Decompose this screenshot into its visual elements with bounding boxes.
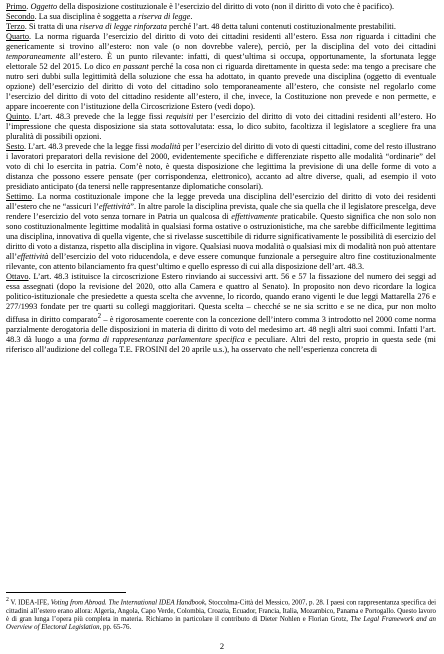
text-span: . [26, 2, 31, 11]
text-span: , Stoccolma-Città del Messico, 2007, p. 28. I paesi con rappresentanza specifica dei cittadini all’estero erano allora: Algeria, Angola, Capo Verde, Colombia, Croazia, Ecuador, Francia, Italia, Mozambico, Panama e Portogallo. Questo lavoro è di gran lunga l’opera più completa in materia. Richiamo in particolare il contributo di Dieter Nohlen e Florian Grotz, [6, 599, 436, 623]
footnote-separator [6, 592, 126, 593]
italic-span: The Legal Framework and an Overview of Electoral Legislation [6, 615, 436, 631]
text-span: ”. In altre parole la disciplina prevista, quale che sia quella che il legislatore prescelga, deve rendere l’esercizio del voto senza tornare in Patria un qualcosa di [6, 202, 436, 221]
text-span: . L’art. 48.3 prevede che la legge fissi [23, 142, 152, 151]
italic-span: modalità [151, 142, 181, 151]
paragraph-lead-word: Quinto [6, 112, 30, 121]
italic-span: requisiti [165, 112, 194, 121]
text-span: . L’art. 48.3 prevede che la legge fissi [29, 112, 166, 121]
paragraph [6, 142, 436, 192]
paragraph [6, 112, 436, 142]
italic-span: non [340, 32, 353, 41]
text-span: dell’esercizio del voto riducendola, e deve essere comunque funzionale a perseguire altro fine costituzionalmente rilevante, con attento bilanciamento fra quest’ultimo e quello espresso di cui alla disposizione dell’art. 48.3. [6, 252, 436, 271]
text-span: riguarda i cittadini che genericamente si trovino all’estero: non vale (o non dovrebbe valere), perciò, per la disciplina del voto dei cittadini [6, 32, 436, 51]
page-number: 2 [219, 641, 225, 651]
italic-span: en passant [112, 62, 149, 71]
italic-span: Voting from Abroad. The International IDEA Handbook [50, 599, 205, 607]
italic-span: effettività [98, 202, 131, 211]
text-span: perché l’art. 48 detta taluni contenuti costituzionalmente prestabiliti. [166, 22, 396, 31]
text-span: . Si tratta di una [24, 22, 80, 31]
footnote-reference: 2 [97, 313, 102, 320]
text-span: . La norma costituzionale impone che la legge preveda una disciplina dell’esercizio del diritto di voto dei residenti all’estero che ne “assicuri l’ [6, 192, 436, 211]
body-text [6, 2, 436, 355]
text-span: . [190, 12, 193, 21]
text-span: della disposizione costituzionale è l’esercizio del diritto di voto (non il diritto di voto che è pacifico). [57, 2, 395, 11]
text-span: . La sua disciplina è soggetta a [34, 12, 139, 21]
paragraph [6, 272, 436, 355]
text-span: perché la cosa non ci riguarda direttamente in questa sede: ma tengo a precisare che nutro seri dubbi sulla legittimità della soluzione che essa ha adottato, in quanto prevede una disciplina (oggetto di eventuale opzione) dell’esercizio del diritto di voto del cittadino solo temporaneamente all’estero, che consiste nel regolarlo come l’esercizio del diritto di voto del cittadino residente all’estero, il che, invece, la Costituzione non prevede e non permette, e appare incoerente con l’istituzione della Circoscrizione Estero (vedi dopo). [6, 62, 436, 111]
italic-span: riserva di legge [138, 12, 191, 21]
footnote [6, 596, 436, 632]
paragraph-lead-word: Terzo [6, 22, 25, 31]
text-span: – è rigorosamente coerente con la concezione dell’intero comma 3 introdotto nel 2000 come norma parzialmente derogatoria delle disposizioni in materia di diritto di voto del medesimo art. 48 negli altri suoi commi. Infatti l’art. 48.3 dà luogo a una [6, 314, 436, 344]
paragraph [6, 192, 436, 272]
paragraph-lead-word: Settimo [6, 192, 32, 201]
italic-span: temporaneamente [6, 52, 66, 61]
paragraph [6, 12, 436, 22]
text-span: per l’esercizio del diritto di voto di questi cittadini, come del resto illustrano i lavoratori preparatori della revisione del 2000, evidentemente specifiche e differenziate rispetto alle modalità “ordinarie” del voto di chi lo esercita in patria. Com’è noto, è questa disposizione che legittima la previsione di una delle forme di voto a distanza che possono essere pensate (per corrispondenza, elettronico), accanto ad altre diverse, quali, ad esempio il voto presidiato anticipato (da tenersi nelle rappresentanze diplomatiche consolari). [6, 142, 436, 191]
paragraph [6, 32, 436, 112]
italic-span: effettività [17, 252, 49, 261]
paragraph [6, 22, 436, 32]
text-span: . La norma riguarda l’esercizio del diritto di voto dei cittadini residenti all’estero. Essa [29, 32, 341, 41]
text-span: , pp. 65-76. [99, 623, 132, 631]
text-span: all’estero. È un punto rilevante: infatti, di quest’ultima si occupa, opportunamente, la sfortunata legge elettorale 52 del 2015. Lo dico [6, 52, 436, 71]
italic-span: riserva di legge rinforzata [79, 22, 167, 31]
text-span: e peculiare. Altri del resto, proprio in questa sede (mi riferisco all’audizione del collega T.E. FROSINI del 20 aprile u.s.), ha osservato che nell’esperienza concreta di [6, 334, 436, 354]
text-span: V. IDEA-IFE, [8, 599, 51, 607]
paragraph-lead-word: Primo [6, 2, 27, 11]
footnote-marker: 2 [6, 597, 9, 603]
text-span: per l’esercizio del diritto di voto dei cittadini residenti all’estero. Ho l’impressione che questa disposizione sia stata sottovalutata: essa, lo dico subito, facoltizza il legislatore a scegliere fra una pluralità di possibili opzioni. [6, 112, 436, 141]
paragraph-lead-word: Sesto [6, 142, 24, 151]
italic-span: effettivamente [231, 212, 278, 221]
paragraph [6, 2, 436, 12]
paragraph-lead-word: Secondo [6, 12, 35, 21]
italic-span: forma di rappresentanza parlamentare specifica [79, 334, 245, 344]
italic-span: Oggetto [30, 2, 58, 11]
paragraph-lead-word: Quarto [6, 32, 30, 41]
paragraph-lead-word: Ottavo [6, 272, 29, 281]
text-span: . L’art. 48.3 istituisce la circoscrizione Estero rinviando ai successivi artt. 56 e 57 la fissazione del numero dei seggi ad essa assegnati (dopo la revisione del 2020, otto alla Camera e quattro al Senato). In proposito non devo ricordare la logica politico-istituzionale che presiedette a questa scelta che avvenne, lo ricordo, quando erano vigenti le due leggi Mattarella 276 e 277/1993 fondate per tre quarti su collegi maggioritari. Questa scelta – checché se ne sia scritto e se ne dica, pur non molto diffusa in diritto comparato [6, 272, 436, 324]
text-span: praticabile. Questo significa che non solo non sono costituzionalmente legittime modalità in qualsiasi forma ostative o ostruzionistiche, ma che sarebbe difficilmente legittima una disciplina, innovativa di quella vigente, che si rivelasse suscettibile di ridurre significativamente le possibilità di esercizio del diritto di voto a distanza, rispetto alla disciplina in vigore. Qualsiasi nuova modalità o qualsiasi mix di modalità non può attentare all’ [6, 212, 436, 261]
